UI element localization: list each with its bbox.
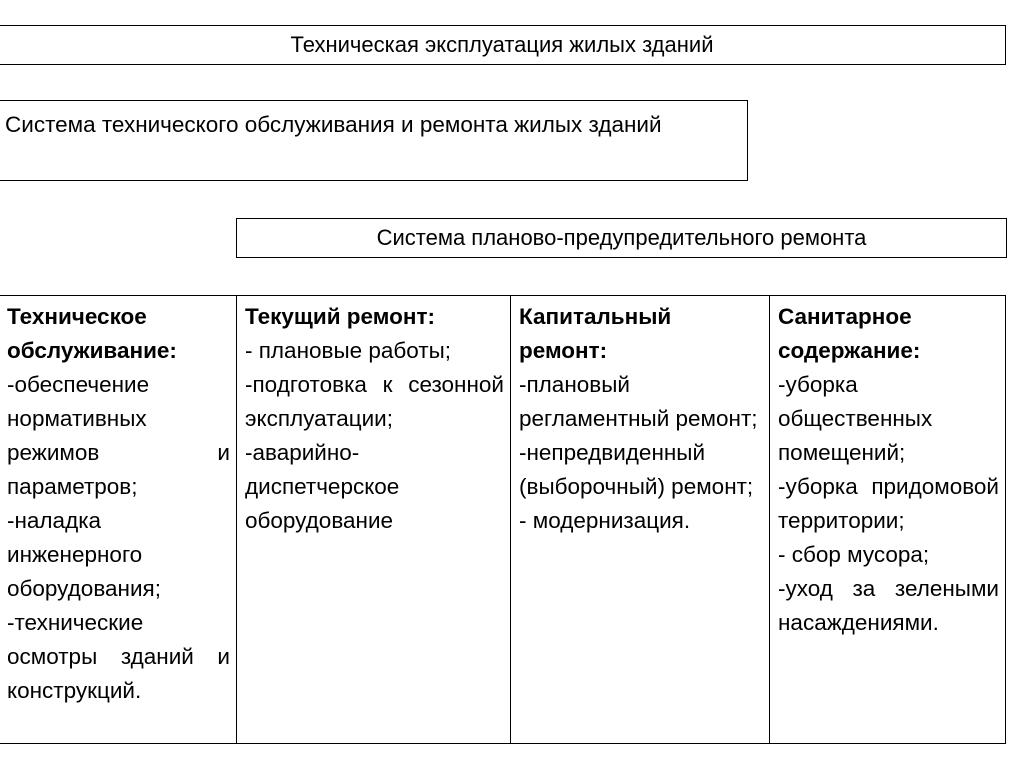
system-box xyxy=(0,100,748,181)
list-item: - сбор мусора; xyxy=(778,542,930,567)
list-item: -уход за зелеными насаждениями. xyxy=(778,576,999,635)
list-item: -непредвиденный (выборочный) ремонт; xyxy=(519,440,754,499)
column-maintenance xyxy=(0,296,237,743)
list-item: - плановые работы; xyxy=(245,338,452,363)
list-item: -наладка инженерного оборудования; xyxy=(7,508,161,601)
column-title: Санитарное содержание: xyxy=(778,304,921,363)
column-capital-repair xyxy=(511,296,770,743)
list-item: -подготовка к сезонной эксплуатации; xyxy=(245,372,504,431)
list-item: -уборка общественных помещений; xyxy=(778,372,933,465)
list-item: -обеспечение нормативных режимов и параметров; xyxy=(7,372,230,499)
column-title: Текущий ремонт: xyxy=(245,304,435,329)
list-item: - модернизация. xyxy=(519,508,691,533)
ppr-label: Система планово-предупредительного ремонта xyxy=(376,225,867,250)
column-current-repair xyxy=(237,296,511,743)
column-title: Капитальный ремонт: xyxy=(519,304,672,363)
ppr-box xyxy=(236,218,1007,258)
list-item: -уборка придомовой территории; xyxy=(778,474,999,533)
column-sanitary xyxy=(770,296,1005,743)
list-item: -аварийно-диспетчерское оборудование xyxy=(245,440,400,533)
column-title: Техническое обслуживание: xyxy=(7,304,177,363)
list-item: -плановый регламентный ремонт; xyxy=(519,372,758,431)
header-title: Техническая эксплуатация жилых зданий xyxy=(290,32,714,57)
system-label: Система технического обслуживания и ремонта жилых зданий xyxy=(5,112,662,137)
list-item: -технические осмотры зданий и конструкций. xyxy=(7,610,230,703)
categories-table xyxy=(0,295,1006,744)
header-title-box xyxy=(0,25,1006,65)
